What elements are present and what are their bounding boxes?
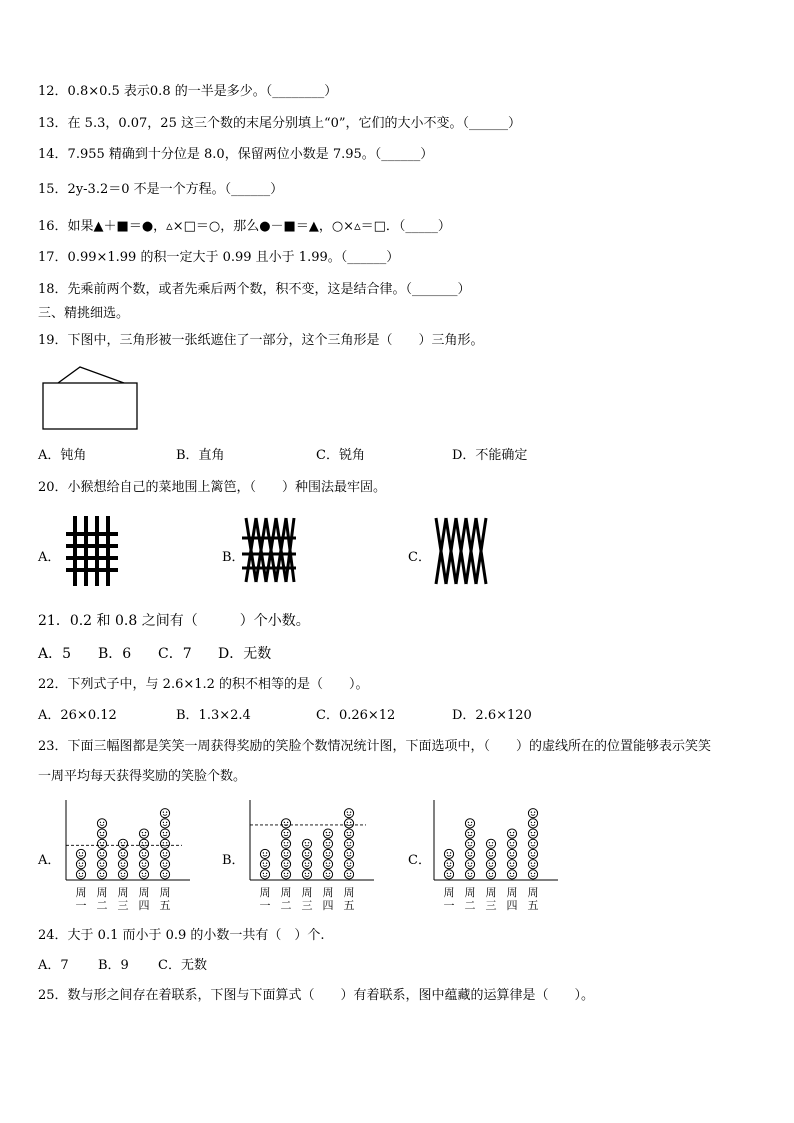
q22-option-a[interactable]: A．26×0.12 (38, 708, 117, 723)
smiley-icon (139, 839, 148, 848)
smiley-icon (323, 870, 332, 879)
smiley-chart-b[interactable] (246, 800, 376, 884)
q24-option-a[interactable]: A．7 (38, 958, 69, 973)
question-13: 13．在 5.3，0.07，25 这三个数的末尾分别填上“0”，它们的大小不变。（______） (38, 116, 522, 131)
weekday-label: 周 二 (280, 886, 292, 912)
weekday-label: 周 五 (343, 886, 355, 912)
smiley-icon (528, 819, 537, 828)
smiley-icon (528, 809, 537, 818)
smiley-icon (160, 849, 169, 858)
smiley-icon (465, 819, 474, 828)
smiley-icon (507, 860, 516, 869)
q22-option-b[interactable]: B．1.3×2.4 (176, 708, 251, 723)
smiley-icon (160, 860, 169, 869)
smiley-icon (281, 829, 290, 838)
weekday-label: 周 五 (527, 886, 539, 912)
smiley-icon (302, 860, 311, 869)
smiley-icon (139, 870, 148, 879)
smiley-icon (465, 860, 474, 869)
smiley-icon (507, 849, 516, 858)
smiley-icon (302, 849, 311, 858)
q24-option-c[interactable]: C．无数 (158, 958, 207, 973)
smiley-icon (344, 809, 353, 818)
question-14: 14．7.955 精确到十分位是 8.0，保留两位小数是 7.95。（______） (38, 147, 434, 162)
smiley-icon (323, 849, 332, 858)
weekday-label: 周 五 (159, 886, 171, 912)
section-heading: 三、精挑细选。 (38, 306, 130, 321)
q19-option-c[interactable]: C．锐角 (316, 448, 365, 463)
q23-label-b[interactable]: B． (222, 853, 245, 868)
smiley-icon (344, 849, 353, 858)
smiley-icon (139, 849, 148, 858)
smiley-icon (528, 849, 537, 858)
question-21: 21．0.2 和 0.8 之间有（ ）个小数。 (38, 613, 310, 629)
smiley-icon (465, 870, 474, 879)
smiley-icon (528, 829, 537, 838)
question-19: 19．下图中，三角形被一张纸遮住了一部分，这个三角形是（ ）三角形。 (38, 333, 484, 348)
weekday-label: 周 一 (443, 886, 455, 912)
smiley-icon (160, 839, 169, 848)
question-12: 12．0.8×0.5 表示0.8 的一半是多少。（________） (38, 84, 338, 99)
smiley-icon (160, 809, 169, 818)
smiley-icon (486, 870, 495, 879)
question-23-line1: 23．下面三幅图都是笑笑一周获得奖励的笑脸个数情况统计图，下面选项中，（ ）的虚线所在的位置能够表示笑笑 (38, 739, 712, 754)
smiley-icon (465, 839, 474, 848)
smiley-icon (139, 860, 148, 869)
smiley-icon (323, 839, 332, 848)
question-22: 22．下列式子中，与 2.6×1.2 的积不相等的是（ ）。 (38, 677, 369, 692)
q20-label-a[interactable]: A． (38, 550, 61, 565)
q24-option-b[interactable]: B．9 (98, 958, 129, 973)
q21-option-c[interactable]: C．7 (158, 646, 192, 662)
smiley-icon (465, 829, 474, 838)
smiley-icon (507, 870, 516, 879)
smiley-icon (281, 849, 290, 858)
q21-option-d[interactable]: D．无数 (218, 646, 272, 662)
weekday-label: 周 三 (301, 886, 313, 912)
q20-label-b[interactable]: B． (222, 550, 245, 565)
q21-option-b[interactable]: B．6 (98, 646, 132, 662)
smiley-icon (160, 829, 169, 838)
q19-option-d[interactable]: D．不能确定 (452, 448, 528, 463)
smiley-icon (444, 870, 453, 879)
q19-option-b[interactable]: B．直角 (176, 448, 225, 463)
smiley-icon (281, 839, 290, 848)
smiley-icon (76, 870, 85, 879)
smiley-icon (76, 849, 85, 858)
smiley-icon (344, 839, 353, 848)
fence-cross-figure[interactable] (432, 514, 490, 588)
smiley-icon (160, 819, 169, 828)
question-16: 16．如果▲＋■＝●，▵×□＝○，那么●－■＝▲，○×▵＝□．（_____） (38, 219, 451, 234)
smiley-icon (344, 819, 353, 828)
weekday-label: 周 一 (75, 886, 87, 912)
smiley-icon (507, 839, 516, 848)
question-25: 25．数与形之间存在着联系，下图与下面算式（ ）有着联系，图中蕴藏的运算律是（ ）。 (38, 988, 595, 1003)
smiley-icon (97, 849, 106, 858)
smiley-icon (97, 870, 106, 879)
smiley-icon (97, 839, 106, 848)
smiley-icon (97, 819, 106, 828)
smiley-icon (302, 870, 311, 879)
smiley-icon (528, 860, 537, 869)
weekday-label: 周 四 (506, 886, 518, 912)
weekday-label: 周 二 (96, 886, 108, 912)
smiley-icon (486, 860, 495, 869)
q22-option-c[interactable]: C．0.26×12 (316, 708, 396, 723)
question-18: 18．先乘前两个数，或者先乘后两个数，积不变，这是结合律。（_______） (38, 282, 471, 297)
weekday-label: 周 三 (117, 886, 129, 912)
covered-triangle-figure (40, 362, 140, 432)
smiley-icon (302, 839, 311, 848)
smiley-icon (486, 849, 495, 858)
smiley-icon (139, 829, 148, 838)
weekday-label: 周 二 (464, 886, 476, 912)
smiley-icon (486, 839, 495, 848)
smiley-icon (281, 870, 290, 879)
smiley-icon (260, 860, 269, 869)
smiley-icon (97, 829, 106, 838)
smiley-icon (118, 860, 127, 869)
smiley-icon (344, 870, 353, 879)
smiley-icon (118, 870, 127, 879)
smiley-chart-a[interactable] (62, 800, 192, 884)
q22-option-d[interactable]: D．2.6×120 (452, 708, 532, 723)
weekday-label: 周 三 (485, 886, 497, 912)
fence-mixed-figure[interactable] (242, 514, 296, 586)
weekday-label: 周 一 (259, 886, 271, 912)
smiley-icon (118, 839, 127, 848)
smiley-icon (281, 860, 290, 869)
fence-grid-figure[interactable] (62, 514, 120, 588)
q23-label-a[interactable]: A． (38, 853, 61, 868)
q20-label-c[interactable]: C． (408, 550, 431, 565)
smiley-icon (465, 849, 474, 858)
q23-label-c[interactable]: C． (408, 853, 431, 868)
smiley-icon (507, 829, 516, 838)
smiley-icon (76, 860, 85, 869)
question-23-line2: 一周平均每天获得奖励的笑脸个数。 (38, 769, 247, 784)
smiley-icon (97, 860, 106, 869)
smiley-icon (528, 870, 537, 879)
question-17: 17．0.99×1.99 的积一定大于 0.99 且小于 1.99。（______） (38, 250, 400, 265)
weekday-label: 周 四 (322, 886, 334, 912)
q19-option-a[interactable]: A．钝角 (38, 448, 87, 463)
weekday-label: 周 四 (138, 886, 150, 912)
smiley-icon (260, 870, 269, 879)
smiley-icon (344, 860, 353, 869)
q21-option-a[interactable]: A．5 (38, 646, 72, 662)
smiley-icon (444, 849, 453, 858)
question-24: 24．大于 0.1 而小于 0.9 的小数一共有（ ）个. (38, 928, 325, 943)
smiley-chart-c[interactable] (430, 800, 560, 884)
smiley-icon (260, 849, 269, 858)
smiley-icon (160, 870, 169, 879)
smiley-icon (118, 849, 127, 858)
smiley-icon (444, 860, 453, 869)
smiley-icon (281, 819, 290, 828)
question-20: 20．小猴想给自己的菜地围上篱笆，（ ）种围法最牢固。 (38, 480, 387, 495)
smiley-icon (528, 839, 537, 848)
smiley-icon (323, 829, 332, 838)
question-15: 15．2y-3.2＝0 不是一个方程。（______） (38, 182, 284, 197)
smiley-icon (323, 860, 332, 869)
smiley-icon (344, 829, 353, 838)
